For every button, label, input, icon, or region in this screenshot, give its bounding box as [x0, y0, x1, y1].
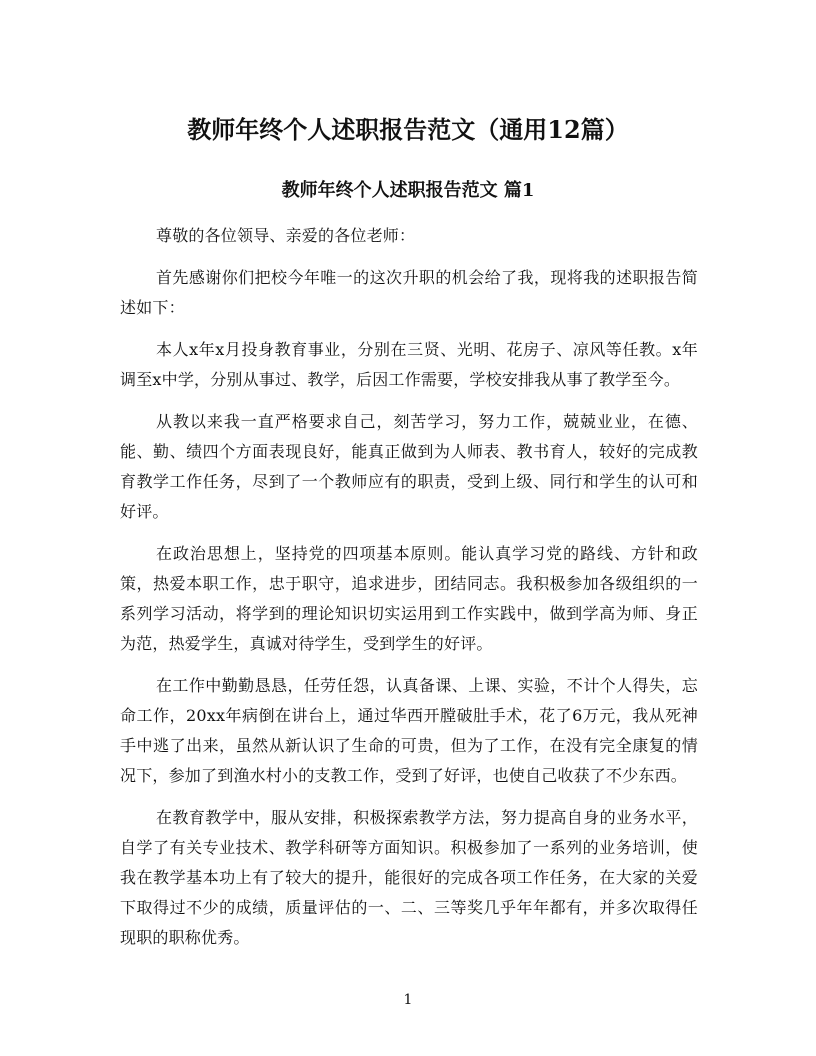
- paragraph-background: 本人x年x月投身教育事业，分别在三贤、光明、花房子、凉风等任教。x年调至x中学，分别从事过、教学，后因工作需要，学校安排我从事了教学至今。: [120, 340, 698, 389]
- document-body: [120, 221, 698, 965]
- section-heading: 教师年终个人述职报告范文 篇1: [281, 180, 535, 201]
- paragraph-work: 在工作中勤勤恳恳，任劳任怨，认真备课、上课、实验，不计个人得失，忘命工作，20xx年病倒在讲台上，通过华西开膛破肚手术，花了6万元，我从死神手中逃了出来，虽然从新认识了生命的可贵，但为了工作，在没有完全康复的情况下，参加了到渔水村小的支教工作，受到了好评，也使自己收获了不少东西。: [120, 676, 698, 785]
- paragraph-salutation: 尊敬的各位领导、亲爱的各位老师：: [156, 226, 416, 245]
- paragraph-intro: 首先感谢你们把校今年唯一的这次升职的机会给了我，现将我的述职报告简述如下：: [120, 268, 698, 317]
- paragraph-political: 在政治思想上，坚持党的四项基本原则。能认真学习党的路线、方针和政策，热爱本职工作，忠于职守，追求进步，团结同志。我积极参加各级组织的一系列学习活动，将学到的理论知识切实运用到工作实践中，做到学高为师、身正为范，热爱学生，真诚对待学生，受到学生的好评。: [120, 544, 698, 653]
- paragraph-teaching: 在教育教学中，服从安排，积极探索教学方法，努力提高自身的业务水平，自学了有关专业技术、教学科研等方面知识。积极参加了一系列的业务培训，使我在教学基本功上有了较大的提升，能很好的完成各项工作任务，在大家的关爱下取得过不少的成绩，质量评估的一、二、三等奖几乎年年都有，并多次取得任现职的职称优秀。: [120, 808, 698, 947]
- page-number: 1: [403, 992, 413, 1008]
- paragraph-conduct: 从教以来我一直严格要求自己，刻苦学习，努力工作，兢兢业业，在德、能、勤、绩四个方面表现良好，能真正做到为人师表、教书育人，较好的完成教育教学工作任务，尽到了一个教师应有的职责，受到上级、同行和学生的认可和好评。: [120, 412, 698, 521]
- document-title: 教师年终个人述职报告范文（通用12篇）: [187, 115, 629, 144]
